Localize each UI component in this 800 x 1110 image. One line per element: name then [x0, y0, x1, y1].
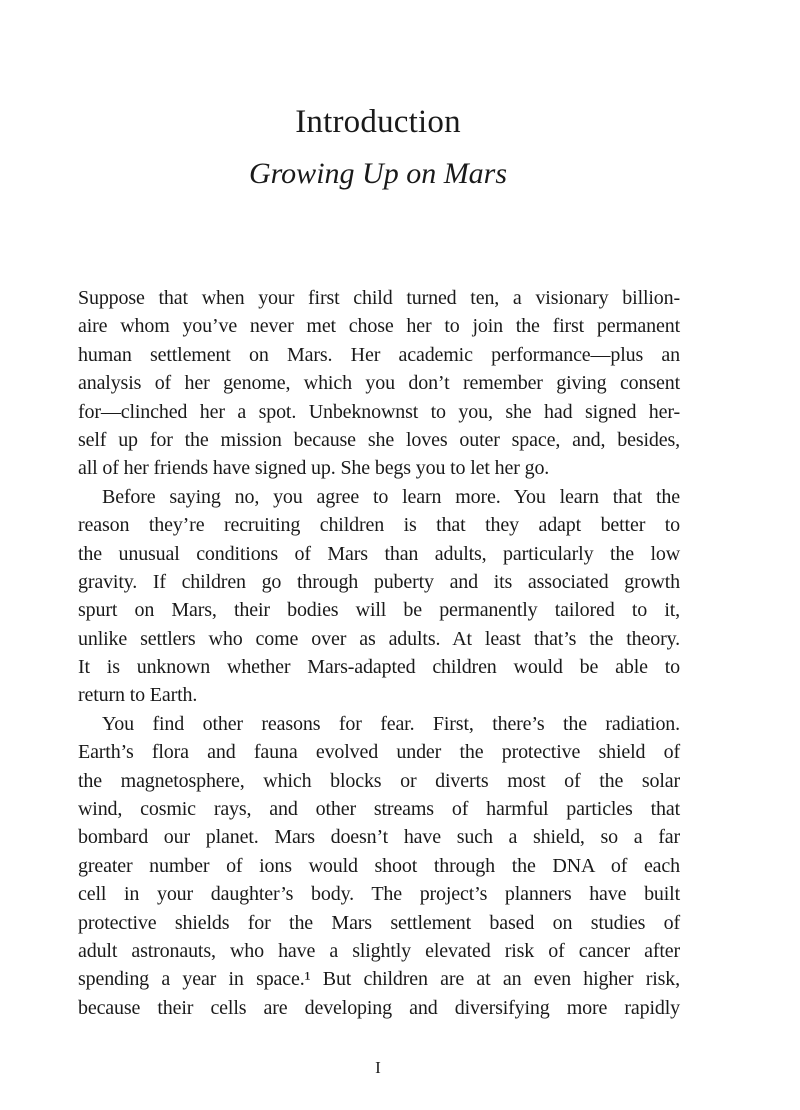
paragraph — [78, 483, 680, 710]
text-line: wind, cosmic rays, and other streams of harmful particles that — [78, 798, 680, 821]
body-text — [78, 284, 680, 1022]
text-line: spending a year in space.¹ But children are at an even higher risk, — [78, 968, 680, 991]
text-line: aire whom you’ve never met chose her to join the first permanent — [78, 315, 680, 338]
text-line: gravity. If children go through puberty and its associated growth — [78, 570, 680, 593]
text-line: It is unknown whether Mars-adapted children would be able to — [78, 656, 680, 679]
text-line: reason they’re recruiting children is that they adapt better to — [78, 514, 680, 537]
text-line: You find other reasons for fear. First, there’s the radiation. — [102, 712, 680, 735]
text-line: bombard our planet. Mars doesn’t have such a shield, so a far — [78, 826, 680, 849]
text-line: the unusual conditions of Mars than adults, particularly the low — [78, 542, 680, 565]
chapter-title: Introduction — [295, 104, 461, 140]
text-line: self up for the mission because she loves outer space, and, besides, — [78, 428, 680, 451]
paragraph — [78, 710, 680, 1022]
text-line: spurt on Mars, their bodies will be permanently tailored to it, — [78, 599, 680, 622]
text-line: because their cells are developing and diversifying more rapidly — [78, 996, 680, 1019]
text-line: greater number of ions would shoot through the DNA of each — [78, 854, 680, 877]
text-line: analysis of her genome, which you don’t remember giving consent — [78, 372, 680, 395]
text-line: Earth’s flora and fauna evolved under the protective shield of — [78, 741, 680, 764]
text-line: the magnetosphere, which blocks or diverts most of the solar — [78, 769, 680, 792]
text-line: human settlement on Mars. Her academic performance—plus an — [78, 343, 680, 366]
text-line: return to Earth. — [78, 684, 198, 707]
text-line: cell in your daughter’s body. The project’s planners have built — [78, 883, 680, 906]
paragraph — [78, 284, 680, 483]
text-line: for—clinched her a spot. Unbeknownst to you, she had signed her- — [78, 400, 680, 423]
text-line: protective shields for the Mars settlement based on studies of — [78, 911, 680, 934]
page-number: I — [375, 1058, 381, 1077]
text-line: unlike settlers who come over as adults. At least that’s the theory. — [78, 627, 680, 650]
chapter-subtitle: Growing Up on Mars — [248, 157, 508, 190]
text-line: Suppose that when your first child turned ten, a visionary billion- — [78, 287, 680, 309]
text-line: Before saying no, you agree to learn more. You learn that the — [102, 485, 680, 508]
text-line: all of her friends have signed up. She begs you to let her go. — [78, 457, 550, 480]
text-line: adult astronauts, who have a slightly elevated risk of cancer after — [78, 939, 680, 962]
